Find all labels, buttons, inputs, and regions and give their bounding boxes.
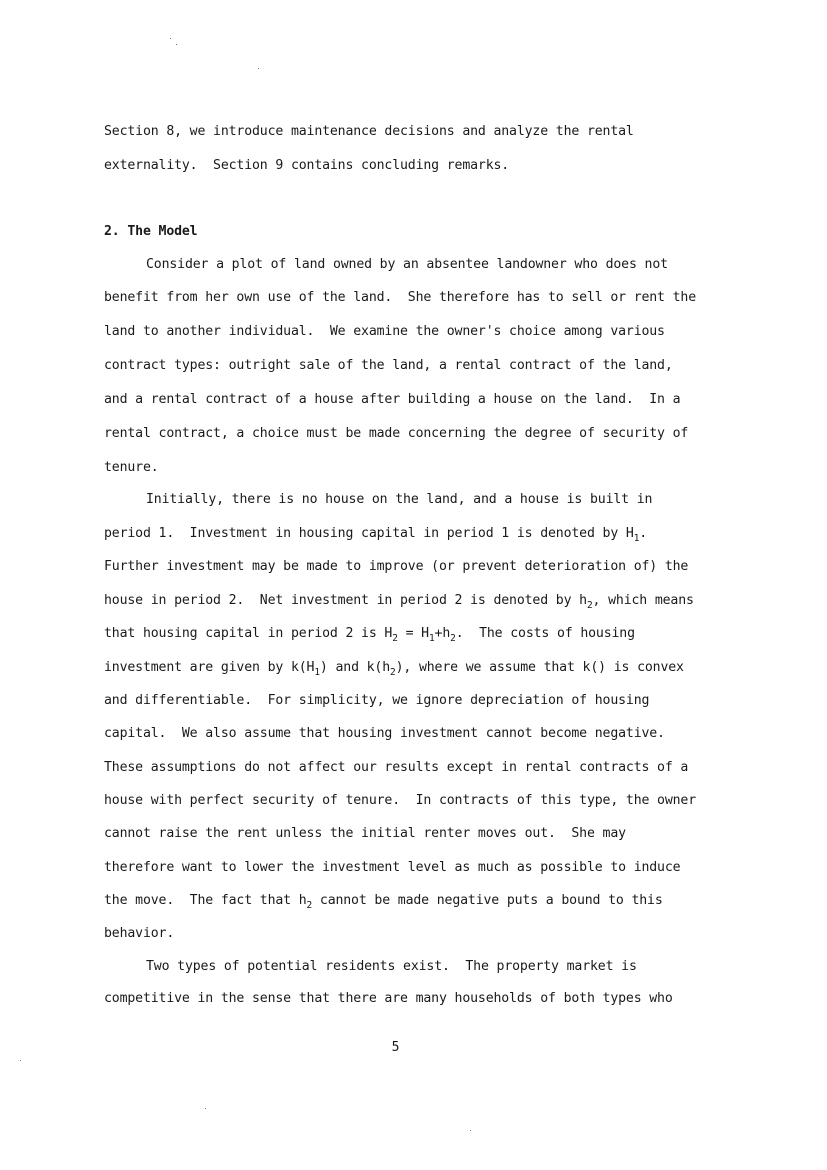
page-number: 5: [391, 1040, 400, 1055]
scan-speck: [258, 68, 259, 69]
text-line: Two types of potential residents exist. The property market is: [146, 959, 637, 974]
section-heading: 2. The Model: [104, 224, 198, 239]
scan-speck: [176, 44, 177, 45]
text-line: tenure.: [104, 460, 159, 475]
text-line: period 1. Investment in housing capital in period 1 is denoted by $H_1$.: [104, 526, 648, 544]
text-line: rental contract, a choice must be made concerning the degree of security of: [104, 426, 689, 441]
text-line: benefit from her own use of the land. She therefore has to sell or rent the: [104, 290, 697, 305]
text-line: investment are given by $k(H_1)$ and $k(h_2)$, where we assume that k() is convex: [104, 660, 684, 678]
text-line: externality. Section 9 contains concluding remarks.: [104, 158, 510, 173]
text-line: capital. We also assume that housing investment cannot become negative.: [104, 726, 665, 741]
text-line: behavior.: [104, 926, 175, 941]
text-line: Section 8, we introduce maintenance decisions and analyze the rental: [104, 124, 634, 139]
text-line: land to another individual. We examine the owner's choice among various: [104, 324, 665, 339]
text-line: house with perfect security of tenure. In contracts of this type, the owner: [104, 793, 697, 808]
scan-speck: [20, 1060, 21, 1061]
text-line: cannot raise the rent unless the initial renter moves out. She may: [104, 826, 626, 841]
text-line: These assumptions do not affect our results except in rental contracts of a: [104, 760, 689, 775]
text-line: therefore want to lower the investment level as much as possible to induce: [104, 860, 681, 875]
text-line: Further investment may be made to improve (or prevent deterioration of) the: [104, 559, 689, 574]
text-line: and differentiable. For simplicity, we ignore depreciation of housing: [104, 693, 650, 708]
text-line: competitive in the sense that there are many households of both types who: [104, 991, 673, 1006]
text-line: Initially, there is no house on the land, and a house is built in: [146, 492, 653, 507]
scan-speck: [205, 1108, 206, 1109]
text-line: house in period 2. Net investment in period 2 is denoted by $h_2$, which means: [104, 593, 694, 611]
text-line: that housing capital in period 2 is $H_2 = H_1+h_2$. The costs of housing: [104, 626, 635, 644]
text-line: and a rental contract of a house after building a house on the land. In a: [104, 392, 681, 407]
scan-speck: [170, 38, 171, 39]
text-line: contract types: outright sale of the land, a rental contract of the land,: [104, 358, 673, 373]
scan-speck: [470, 1130, 471, 1131]
text-line: the move. The fact that $h_2$ cannot be made negative puts a bound to this: [104, 893, 663, 911]
text-line: Consider a plot of land owned by an absentee landowner who does not: [146, 257, 668, 272]
